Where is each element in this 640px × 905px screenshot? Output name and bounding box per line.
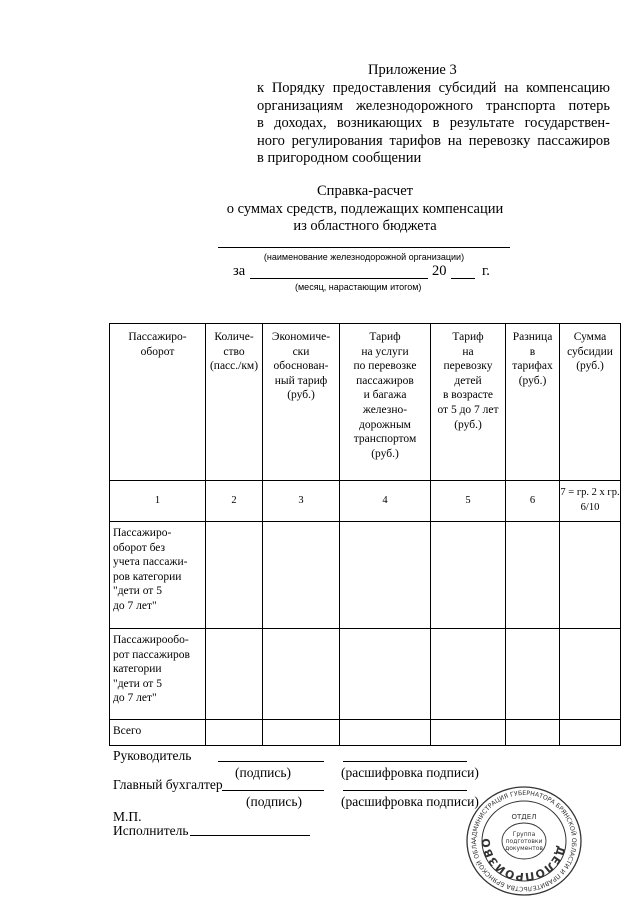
org-name-line (218, 247, 510, 248)
executor-line (190, 835, 310, 836)
appendix-text (257, 80, 610, 168)
column-number-row (110, 481, 621, 522)
table-cell (263, 522, 340, 629)
column-number: 5 (431, 481, 506, 522)
column-number: 7 = гр. 2 х гр. 6/10 (560, 481, 621, 522)
table-row-total (110, 720, 621, 746)
svg-text:ОТДЕЛ: ОТДЕЛ (511, 813, 537, 821)
table-cell (206, 720, 263, 746)
column-number: 3 (263, 481, 340, 522)
svg-text:документов: документов (505, 845, 543, 852)
accountant-signature-caption: (подпись) (246, 794, 303, 809)
svg-text:подготовки: подготовки (505, 838, 543, 845)
table-cell (506, 629, 560, 720)
table-cell (340, 720, 431, 746)
svg-text:ДЕЛОПРОИЗВОДСТВА: ДЕЛОПРОИЗВО (479, 837, 568, 884)
seal-place-label: М.П. (113, 809, 142, 824)
appendix-line: ного регулирования тарифов на перевозку пассажиров (257, 132, 610, 149)
office-stamp (465, 785, 583, 897)
table-cell (431, 629, 506, 720)
table-cell (506, 522, 560, 629)
head-label: Руководитель (113, 748, 192, 763)
header-cell-tariff-difference: Разница в тарифах (руб.) (506, 324, 560, 481)
table-cell (340, 629, 431, 720)
org-name-caption: (наименование железнодорожной организации) (263, 252, 465, 262)
column-number: 2 (206, 481, 263, 522)
table-cell (263, 629, 340, 720)
year-suffix: г. (482, 263, 490, 279)
accountant-decode-caption: (расшифровка подписи) (341, 794, 479, 809)
row-label-without-children: Пассажиро- оборот без учета пассажи- ров категории "дети от 5 до 7 лет" (110, 522, 206, 629)
month-caption: (месяц, нарастающим итогом) (295, 282, 422, 292)
stamp-icon (465, 785, 583, 897)
table-row (110, 629, 621, 720)
header-cell-passenger-turnover: Пассажиро- оборот (110, 324, 206, 481)
heading-line: о суммах средств, подлежащих компенсации (226, 200, 504, 217)
column-number: 1 (110, 481, 206, 522)
header-cell-children-tariff: Тариф на перевозку детей в возрасте от 5 до 7 лет (руб.) (431, 324, 506, 481)
head-signature-caption: (подпись) (235, 765, 292, 780)
column-number: 4 (340, 481, 431, 522)
appendix-line: организациям железнодорожного транспорта потерь (257, 97, 610, 114)
row-label-children: Пассажирообо- рот пассажиров категории "дети от 5 до 7 лет" (110, 629, 206, 720)
table-cell (560, 720, 621, 746)
table-cell (263, 720, 340, 746)
accountant-label: Главный бухгалтер (113, 777, 223, 792)
header-cell-economic-tariff: Экономиче- ски обоснован- ный тариф (руб.) (263, 324, 340, 481)
header-cell-quantity: Количе- ство (пасс./км) (206, 324, 263, 481)
appendix-title: Приложение 3 (368, 62, 457, 78)
row-label-total: Всего (110, 720, 206, 746)
head-decode-line (343, 761, 467, 762)
year-prefix: 20 (432, 263, 447, 279)
accountant-signature-line (222, 790, 324, 791)
svg-text:Группа: Группа (512, 831, 536, 838)
period-label: за (233, 263, 246, 279)
heading-line: Справка-расчет (317, 183, 413, 199)
header-cell-service-tariff: Тариф на услуги по перевозке пассажиров и багажа железно- дорожным транспортом (руб.) (340, 324, 431, 481)
appendix-line: в доходах, возникающих в результате государствен- (257, 115, 610, 131)
appendix-line: в пригородном сообщении (257, 150, 422, 166)
table-cell (506, 720, 560, 746)
accountant-decode-line (343, 790, 467, 791)
subsidy-table (109, 323, 621, 746)
table-cell (431, 720, 506, 746)
executor-label: Исполнитель (113, 823, 189, 838)
table-row (110, 522, 621, 629)
appendix-line: к Порядку предоставления субсидий на компенсацию (257, 80, 610, 96)
head-decode-caption: (расшифровка подписи) (341, 765, 479, 780)
month-line (250, 278, 428, 279)
table-cell (431, 522, 506, 629)
heading-line: из областного бюджета (293, 218, 437, 234)
head-signature-line (218, 761, 324, 762)
table-cell (340, 522, 431, 629)
table-cell (560, 629, 621, 720)
table-cell (560, 522, 621, 629)
column-number: 6 (506, 481, 560, 522)
table-cell (206, 522, 263, 629)
table-cell (206, 629, 263, 720)
svg-text:АДМИНИСТРАЦИЯ ГУБЕРНАТОРА БРЯН: АДМИНИСТРАЦИЯ ГУБЕРНАТОРА БРЯНСКОЙ ОБЛАСТИ И ПРАВИТЕЛЬСТВА БРЯНСКОЙ ОБЛА (470, 789, 578, 893)
header-cell-subsidy-amount: Сумма субсидии (руб.) (560, 324, 621, 481)
year-line (451, 278, 475, 279)
table-header-row (110, 324, 621, 481)
document-heading (200, 183, 530, 236)
